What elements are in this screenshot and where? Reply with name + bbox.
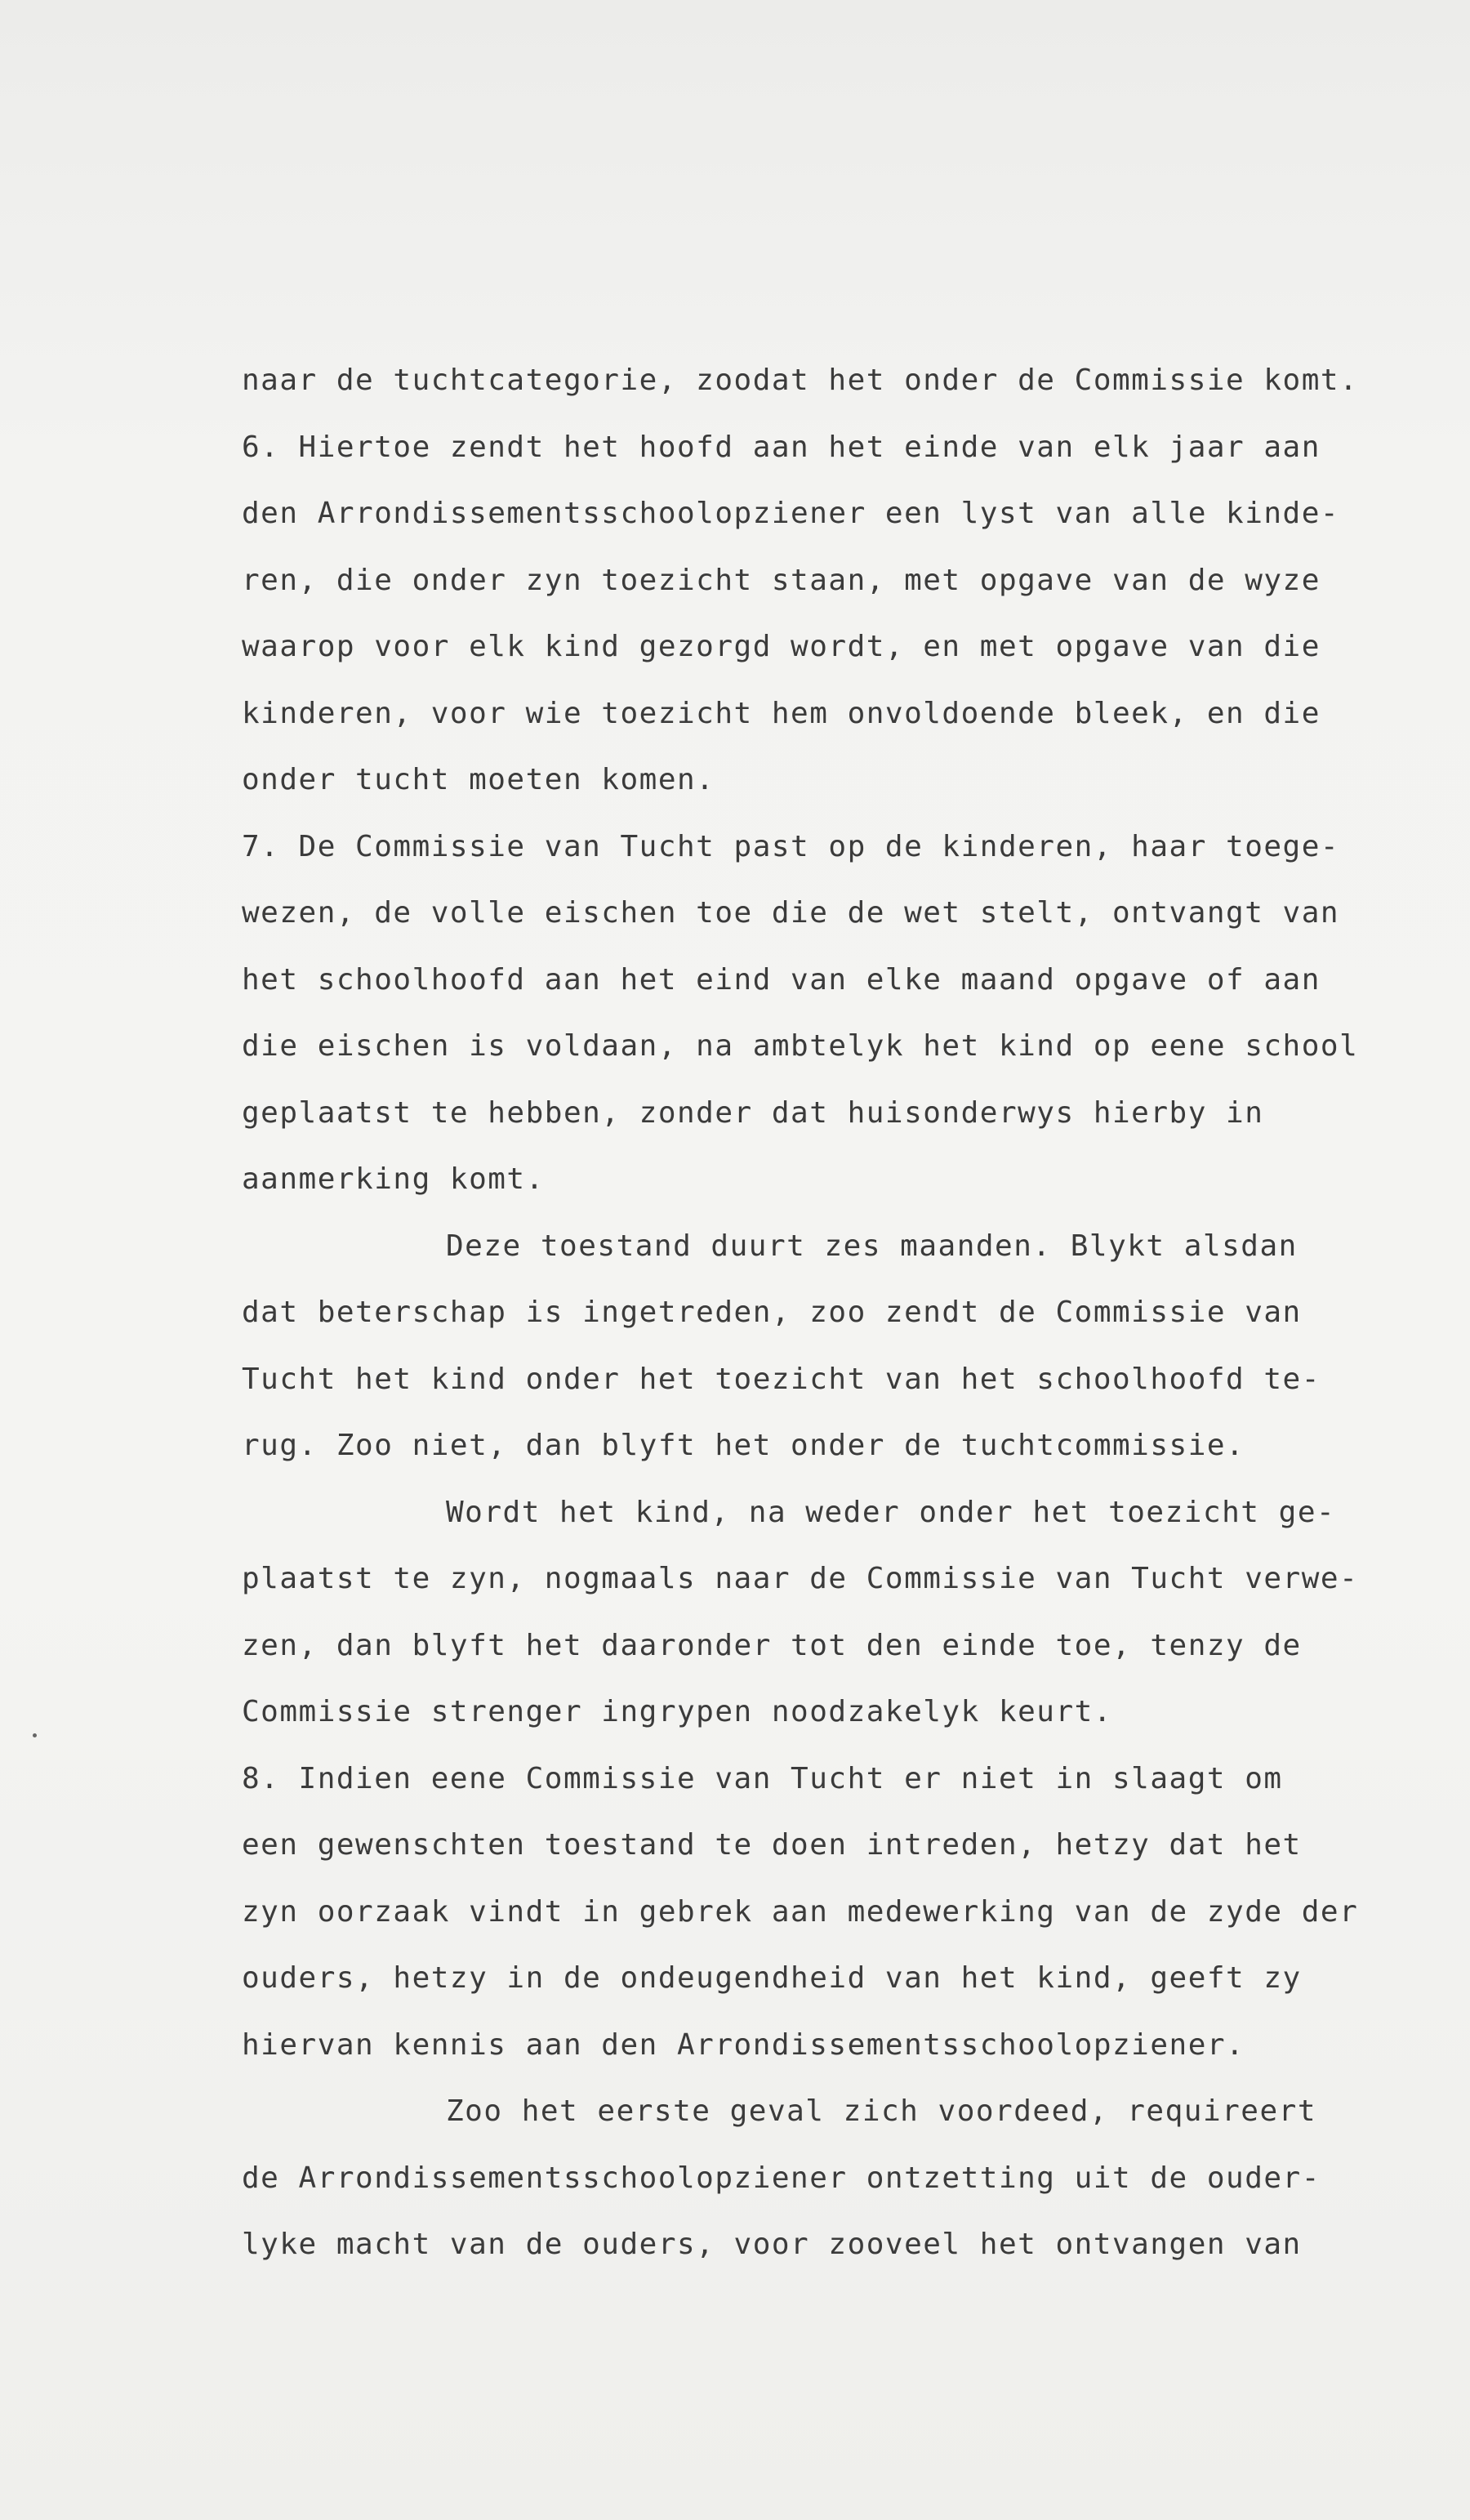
text-line: Commissie strenger ingrypen noodzakelyk keurt. xyxy=(242,1695,1112,1728)
text-line: dat beterschap is ingetreden, zoo zendt de Commissie van xyxy=(242,1296,1302,1329)
text-line: ouders, hetzy in de ondeugendheid van het kind, geeft zy xyxy=(242,1961,1302,1995)
text-line: 8. Indien eene Commissie van Tucht er niet in slaagt om xyxy=(242,1761,1283,1795)
text-line: die eischen is voldaan, na ambtelyk het kind op eene school xyxy=(242,1029,1359,1063)
margin-mark xyxy=(33,1733,37,1737)
document-body xyxy=(242,347,1442,2278)
text-line-indented: Zoo het eerste geval zich voordeed, requireert xyxy=(446,2094,1316,2128)
text-line: 6. Hiertoe zendt het hoofd aan het einde van elk jaar aan xyxy=(242,430,1321,464)
text-line: geplaatst te hebben, zonder dat huisonderwys hierby in xyxy=(242,1095,1264,1130)
text-line: naar de tuchtcategorie, zoodat het onder de Commissie komt. xyxy=(242,364,1359,397)
text-line: ren, die onder zyn toezicht staan, met opgave van de wyze xyxy=(242,563,1321,597)
text-line: de Arrondissementsschoolopziener ontzetting uit de ouder- xyxy=(242,2161,1321,2195)
text-line: aanmerking komt. xyxy=(242,1162,545,1196)
text-line: Tucht het kind onder het toezicht van het schoolhoofd te- xyxy=(242,1362,1321,1396)
text-line: een gewenschten toestand te doen intreden, hetzy dat het xyxy=(242,1828,1302,1862)
text-line-indented: Deze toestand duurt zes maanden. Blykt alsdan xyxy=(446,1229,1298,1263)
text-line: zyn oorzaak vindt in gebrek aan medewerking van de zyde der xyxy=(242,1894,1359,1929)
text-line: onder tucht moeten komen. xyxy=(242,763,715,796)
text-line: wezen, de volle eischen toe die de wet stelt, ontvangt van xyxy=(242,896,1340,930)
text-line: waarop voor elk kind gezorgd wordt, en met opgave van die xyxy=(242,630,1321,663)
text-line: hiervan kennis aan den Arrondissementsschoolopziener. xyxy=(242,2027,1245,2062)
text-line: kinderen, voor wie toezicht hem onvoldoende bleek, en die xyxy=(242,696,1321,730)
text-line: zen, dan blyft het daaronder tot den einde toe, tenzy de xyxy=(242,1628,1302,1662)
text-line: het schoolhoofd aan het eind van elke maand opgave of aan xyxy=(242,962,1321,997)
text-line: 7. De Commissie van Tucht past op de kinderen, haar toege- xyxy=(242,829,1340,863)
text-line-indented: Wordt het kind, na weder onder het toezicht ge- xyxy=(446,1495,1336,1529)
text-line: lyke macht van de ouders, voor zooveel het ontvangen van xyxy=(242,2228,1302,2261)
text-line: rug. Zoo niet, dan blyft het onder de tuchtcommissie. xyxy=(242,1429,1245,1462)
text-line: den Arrondissementsschoolopziener een lyst van alle kinde- xyxy=(242,497,1340,530)
text-line: plaatst te zyn, nogmaals naar de Commissie van Tucht verwe- xyxy=(242,1562,1359,1595)
